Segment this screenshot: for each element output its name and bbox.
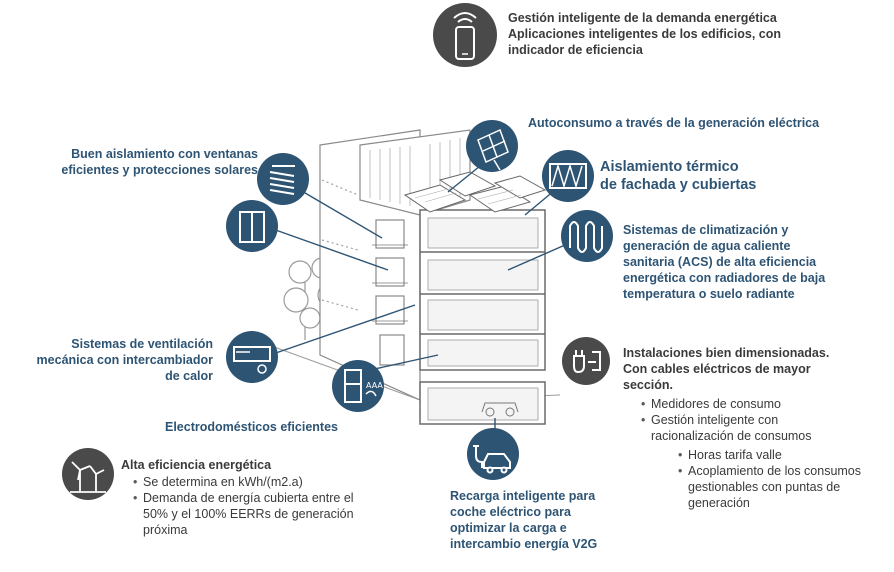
climatizacion-line-1: Sistemas de climatización y — [623, 223, 789, 237]
aislamiento-termico-line-2: de fachada y cubiertas — [600, 177, 757, 193]
ventilacion-line-1: Sistemas de ventilación — [71, 337, 213, 351]
aislamiento-termico-label — [600, 158, 756, 194]
insulation-icon — [542, 150, 594, 202]
ventilation-icon — [226, 331, 278, 383]
instalaciones-line-1: Instalaciones bien dimensionadas. — [623, 346, 830, 360]
recarga-line-3: optimizar la carga e — [450, 521, 567, 535]
alta-eficiencia-item-2: • Demanda de energía cubierta entre el 50% y el 100% EERRs de generación próxima — [143, 490, 358, 538]
radiator-coil-icon — [561, 210, 613, 262]
instalaciones-line-3: sección. — [623, 378, 674, 392]
climatizacion-line-2: generación de agua caliente — [623, 239, 791, 253]
ventilacion-line-3: de calor — [165, 369, 213, 383]
ventilacion-line-2: mecánica con intercambiador — [36, 353, 213, 367]
building-front — [420, 210, 545, 424]
instalaciones-list — [651, 396, 861, 444]
alta-eficiencia-item-1: • Se determina en kWh/(m2.a) — [143, 474, 358, 490]
aislamiento-ventanas-label — [16, 146, 258, 178]
instalaciones-line-2: Con cables eléctricos de mayor — [623, 362, 811, 376]
wind-turbine-icon — [62, 448, 114, 500]
aislamiento-ventanas-line-1: Buen aislamiento con ventanas — [71, 147, 258, 161]
instalaciones-subitem-1: • Horas tarifa valle — [688, 447, 878, 463]
aislamiento-ventanas-line-2: eficientes y protecciones solares — [61, 163, 258, 177]
appliances-icon — [332, 360, 384, 412]
svg-text:AAA: AAA — [366, 381, 383, 390]
recarga-label — [450, 488, 597, 552]
blinds-icon — [257, 153, 309, 205]
instalaciones-item-2: • Gestión inteligente con racionalización de consumos — [651, 412, 846, 444]
instalaciones-item-1: • Medidores de consumo — [651, 396, 861, 412]
gestion-line-3: indicador de eficiencia — [508, 43, 643, 57]
recarga-line-4: intercambio energía V2G — [450, 537, 598, 551]
climatizacion-line-5: temperatura o suelo radiante — [623, 287, 795, 301]
recarga-line-2: coche eléctrico para — [450, 505, 571, 519]
alta-eficiencia-list — [143, 474, 358, 538]
climatizacion-line-3: sanitaria (ACS) de alta eficiencia — [623, 255, 817, 269]
window-icon — [226, 200, 278, 252]
instalaciones-subitem-2: • Acoplamiento de los consumos gestionables con puntas de generación — [688, 463, 878, 511]
instalaciones-sublist — [688, 447, 878, 511]
autoconsumo-label: Autoconsumo a través de la generación eléctrica — [528, 116, 820, 130]
alta-eficiencia-title: Alta eficiencia energética — [121, 458, 272, 472]
plug-icon — [562, 337, 610, 385]
climatizacion-line-4: energética con radiadores de baja — [623, 271, 826, 285]
recarga-line-1: Recarga inteligente para — [450, 489, 596, 503]
smartphone-wifi-icon — [433, 3, 497, 67]
gestion-label — [508, 10, 781, 58]
ventilacion-label — [0, 336, 213, 384]
electrodomesticos-label: Electrodomésticos eficientes — [165, 420, 338, 434]
instalaciones-title — [623, 345, 829, 393]
aislamiento-termico-line-1: Aislamiento térmico — [600, 159, 739, 175]
ev-charging-icon — [467, 428, 519, 480]
gestion-line-1: Gestión inteligente de la demanda energética — [508, 11, 777, 25]
gestion-line-2: Aplicaciones inteligentes de los edificios, con — [508, 27, 781, 41]
climatizacion-label — [623, 222, 825, 302]
solar-panel-icon — [466, 120, 518, 172]
